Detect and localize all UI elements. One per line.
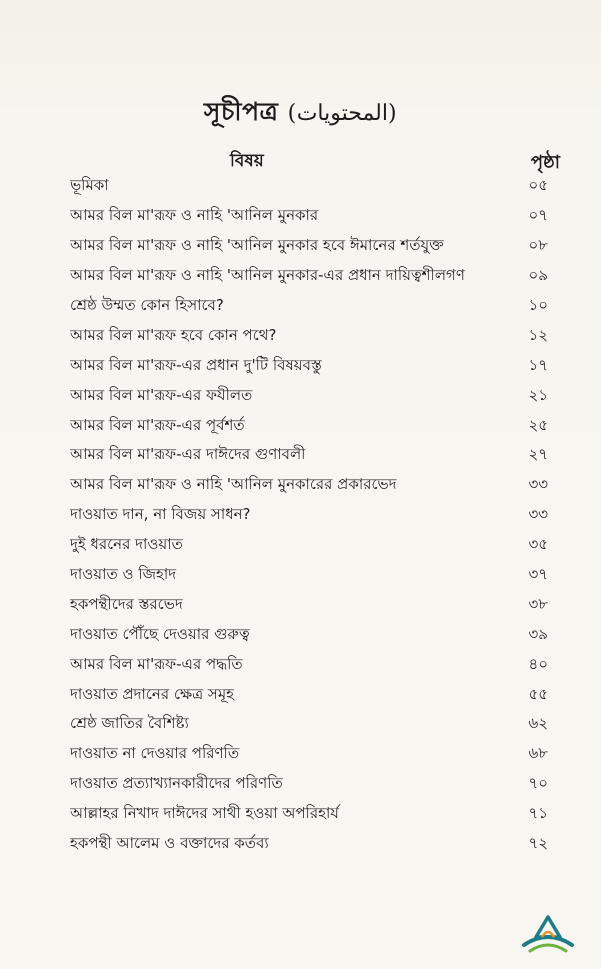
table-of-contents <box>70 172 548 859</box>
toc-entry <box>70 411 548 441</box>
toc-entry <box>70 561 548 591</box>
toc-entry-page: ১২ <box>528 325 548 344</box>
toc-entry-title: দাওয়াত প্রত্যাখ্যানকারীদের পরিণতি <box>70 774 283 793</box>
toc-entry-page: ৩৯ <box>528 624 548 643</box>
toc-entry <box>70 830 548 860</box>
title-bengali: সূচীপত্র <box>203 97 279 126</box>
toc-entry <box>70 351 548 381</box>
toc-entry-title: হকপন্থীদের স্তরভেদ <box>70 594 183 613</box>
toc-entry <box>70 232 548 262</box>
toc-entry-title: ভূমিকা <box>70 176 109 195</box>
column-header-subject: বিষয় <box>230 151 264 171</box>
toc-entry-page: ০৯ <box>528 266 548 285</box>
toc-entry <box>70 501 548 531</box>
toc-entry <box>70 321 548 351</box>
toc-entry-page: ৫৫ <box>528 684 548 703</box>
toc-entry-title: আমর বিল মা'রূফ-এর পূর্বশর্ত <box>70 415 245 434</box>
toc-entry-page: ২৭ <box>528 445 548 464</box>
toc-entry <box>70 680 548 710</box>
toc-entry-page: ৪০ <box>528 654 548 673</box>
toc-entry-page: ২৫ <box>528 415 548 434</box>
title-arabic: (المحتويات) <box>287 101 398 126</box>
toc-entry <box>70 620 548 650</box>
toc-entry <box>70 770 548 800</box>
toc-entry-page: ৭০ <box>528 774 548 793</box>
toc-entry-page: ৩৮ <box>528 594 548 613</box>
toc-entry-page: ৭২ <box>528 834 548 853</box>
page-header <box>0 92 601 135</box>
toc-entry-page: ৩৩ <box>528 475 548 494</box>
toc-entry <box>70 800 548 830</box>
toc-entry <box>70 710 548 740</box>
toc-entry-page: ৩৫ <box>528 535 548 554</box>
toc-entry-title: আমর বিল মা'রূফ ও নাহি 'আনিল মুনকার <box>70 206 319 225</box>
toc-entry-title: আল্লাহর নিখাদ দাঈদের সাথী হওয়া অপরিহার্য <box>70 804 339 823</box>
toc-entry-title: দাওয়াত পৌঁছে দেওয়ার গুরুত্ব <box>70 624 250 643</box>
toc-entry-page: ৩৭ <box>528 565 548 584</box>
toc-entry <box>70 292 548 322</box>
toc-entry <box>70 590 548 620</box>
column-header-page: পৃষ্ঠা <box>530 152 560 173</box>
toc-entry <box>70 441 548 471</box>
toc-entry-title: আমর বিল মা'রূফ-এর প্রধান দু'টি বিষয়বস্তু <box>70 355 322 374</box>
toc-entry-page: ০৭ <box>528 206 548 225</box>
toc-entry-page: ৭১ <box>528 804 548 823</box>
toc-entry-title: আমর বিল মা'রূফ ও নাহি 'আনিল মুনকার-এর প্রধান দায়িত্বশীলগণ <box>70 266 465 285</box>
toc-entry-title: দাওয়াত প্রদানের ক্ষেত্র সমূহ <box>70 684 235 703</box>
toc-entry-page: ২১ <box>528 385 548 404</box>
toc-entry <box>70 381 548 411</box>
toc-entry <box>70 202 548 232</box>
toc-entry-page: ০৫ <box>528 176 548 195</box>
toc-entry <box>70 172 548 202</box>
column-headers <box>70 148 560 174</box>
toc-entry-title: দাওয়াত দান, না বিজয় সাধন? <box>70 505 251 524</box>
toc-entry-page: ৬২ <box>528 714 548 733</box>
toc-entry-title: দাওয়াত ও জিহাদ <box>70 565 177 584</box>
toc-entry-page: ৬৮ <box>528 744 548 763</box>
toc-entry <box>70 471 548 501</box>
toc-entry-page: ১৭ <box>528 355 548 374</box>
toc-entry-title: আমর বিল মা'রূফ ও নাহি 'আনিল মুনকার হবে ঈমানের শর্তযুক্ত <box>70 236 444 255</box>
toc-entry <box>70 262 548 292</box>
toc-entry-title: আমর বিল মা'রূফ হবে কোন পথে? <box>70 325 277 344</box>
page-title <box>204 97 397 126</box>
toc-entry <box>70 531 548 561</box>
toc-entry-title: আমর বিল মা'রূফ ও নাহি 'আনিল মুনকারের প্রকারভেদ <box>70 475 397 494</box>
toc-entry-title: দাওয়াত না দেওয়ার পরিণতি <box>70 744 240 763</box>
toc-entry <box>70 740 548 770</box>
toc-entry-title: শ্রেষ্ঠ উম্মত কোন হিসাবে? <box>70 296 224 314</box>
toc-entry-title: দুই ধরনের দাওয়াত <box>70 535 183 554</box>
publisher-logo-icon <box>520 915 576 953</box>
toc-entry-title: আমর বিল মা'রূফ-এর ফযীলত <box>70 385 253 404</box>
toc-entry-title: আমর বিল মা'রূফ-এর দাঈদের গুণাবলী <box>70 445 306 464</box>
toc-entry <box>70 650 548 680</box>
toc-entry-title: হকপন্থী আলেম ও বক্তাদের কর্তব্য <box>70 834 269 853</box>
toc-entry-page: ৩৩ <box>528 505 548 524</box>
toc-entry-title: আমর বিল মা'রূফ-এর পদ্ধতি <box>70 654 243 673</box>
toc-entry-title: শ্রেষ্ঠ জাতির বৈশিষ্ট্য <box>70 714 189 733</box>
toc-entry-page: ১০ <box>528 296 548 314</box>
toc-entry-page: ০৮ <box>528 236 548 255</box>
